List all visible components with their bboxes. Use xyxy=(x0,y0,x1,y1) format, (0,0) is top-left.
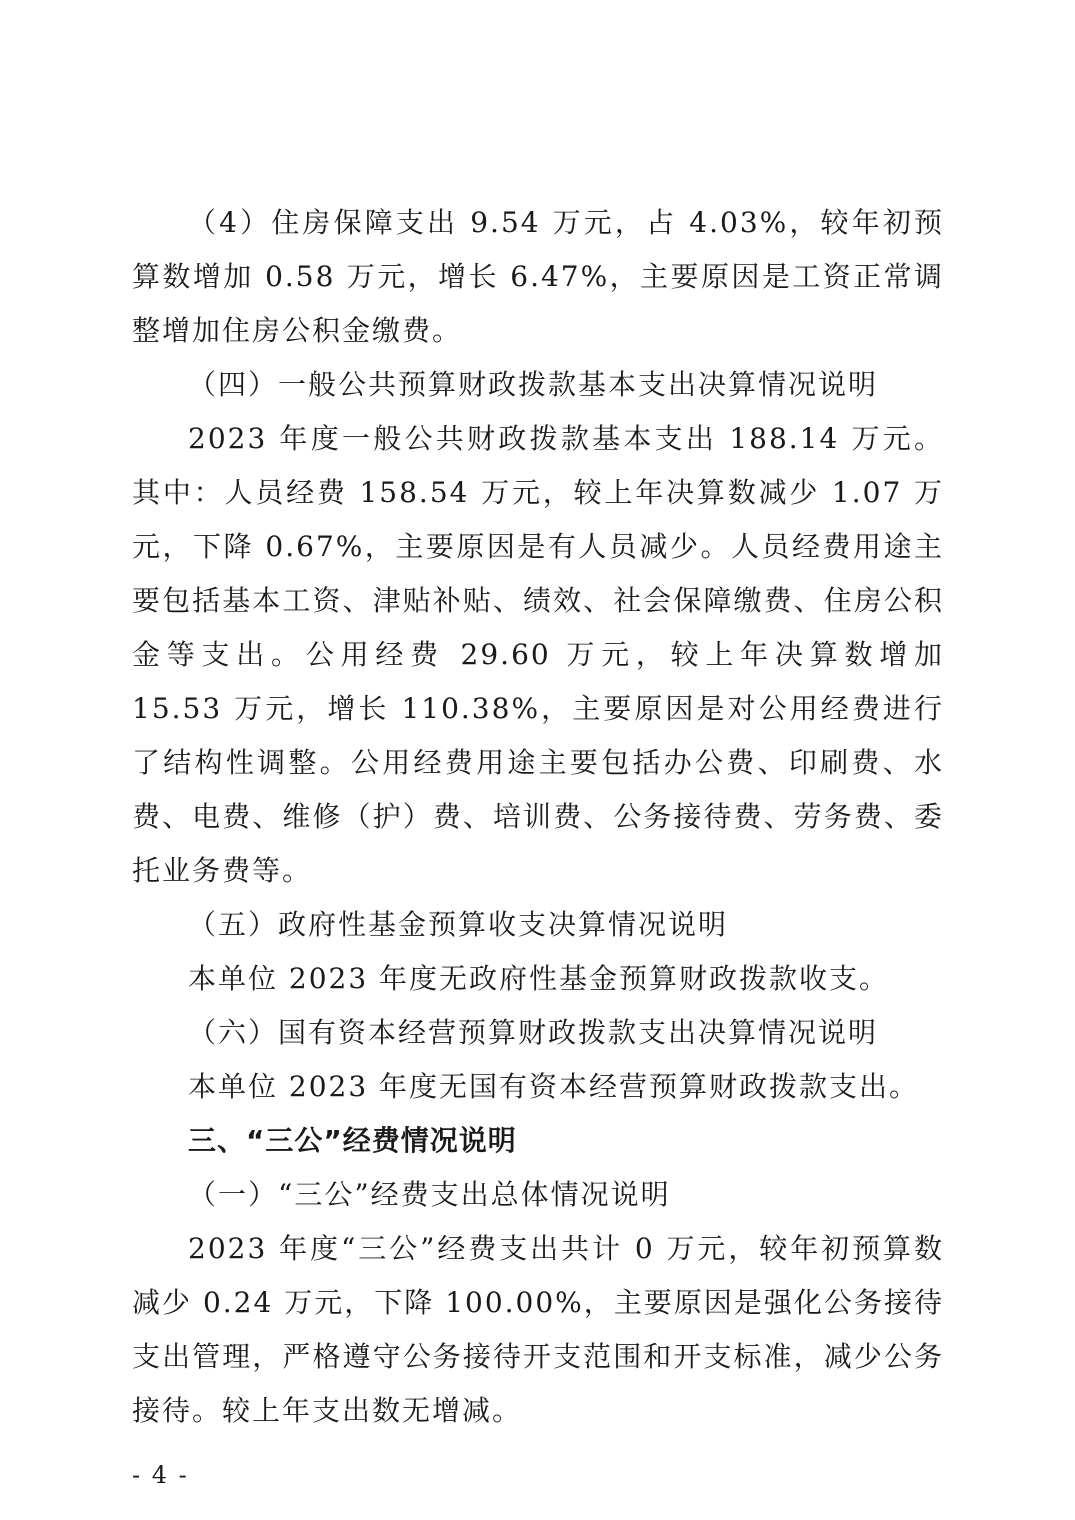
paragraph-basic-expenditure: 2023 年度一般公共财政拨款基本支出 188.14 万元。其中：人员经费 158.54 万元，较上年决算数减少 1.07 万元，下降 0.67%，主要原因是有人员减少。人员经费用途主要包括基本工资、津贴补贴、绩效、社会保障缴费、住房公积金等支出。公用经费 29.60 万元，较上年决算数增加 15.53 万元，增长 110.38%，主要原因是对公用经费进行了结构性调整。公用经费用途主要包括办公费、印刷费、水费、电费、维修（护）费、培训费、公务接待费、劳务费、委托业务费等。 xyxy=(132,422,944,887)
paragraph-housing-expense: （4）住房保障支出 9.54 万元，占 4.03%，较年初预算数增加 0.58 万元，增长 6.47%，主要原因是工资正常调整增加住房公积金缴费。 xyxy=(132,206,944,347)
paragraph-three-public-overall: 2023 年度“三公”经费支出共计 0 万元，较年初预算数减少 0.24 万元，下降 100.00%，主要原因是强化公务接待支出管理，严格遵守公务接待开支范围和开支标准，减少公务接待。较上年支出数无增减。 xyxy=(132,1232,944,1427)
section-heading-government-fund: （五）政府性基金预算收支决算情况说明 xyxy=(188,908,729,941)
document-body xyxy=(132,196,944,1438)
page-number: - 4 - xyxy=(132,1461,189,1489)
section-heading-basic-expenditure: （四）一般公共预算财政拨款基本支出决算情况说明 xyxy=(188,368,879,401)
paragraph-state-capital: 本单位 2023 年度无国有资本经营预算财政拨款支出。 xyxy=(188,1070,920,1103)
section-heading-state-capital: （六）国有资本经营预算财政拨款支出决算情况说明 xyxy=(188,1016,879,1049)
section-heading-three-public-overall: （一）“三公”经费支出总体情况说明 xyxy=(188,1178,671,1211)
chapter-heading-three-public: 三、“三公”经费情况说明 xyxy=(188,1124,517,1157)
paragraph-government-fund: 本单位 2023 年度无政府性基金预算财政拨款收支。 xyxy=(188,962,890,995)
